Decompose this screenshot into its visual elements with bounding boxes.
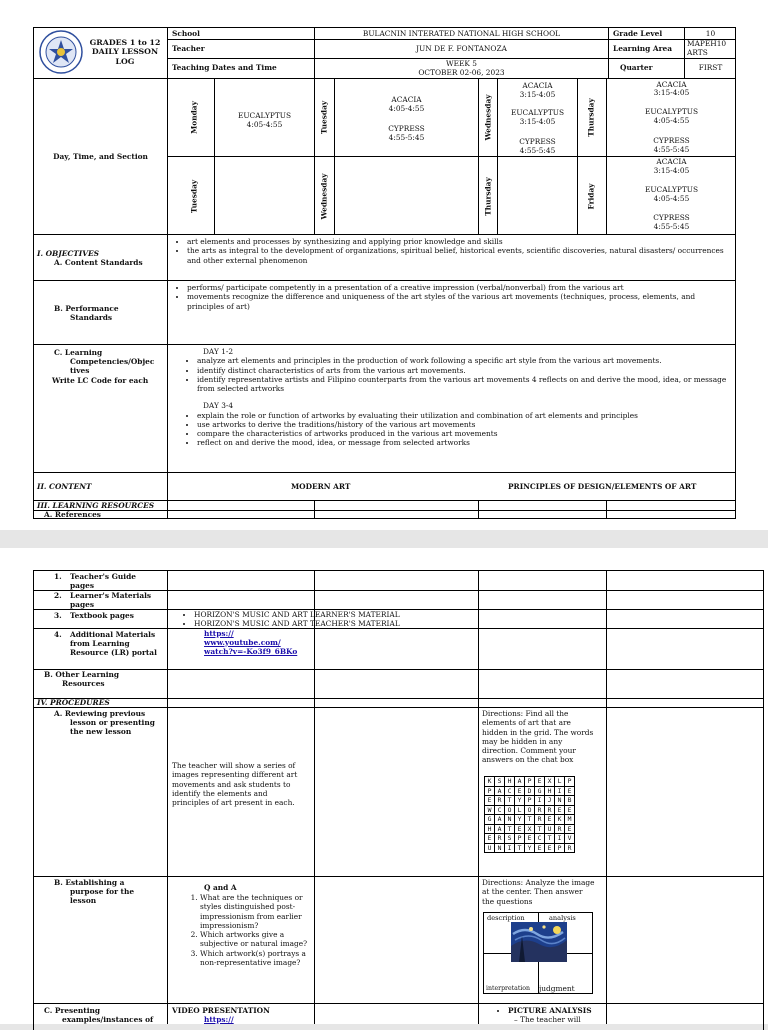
- word-grid-cell: W: [485, 805, 495, 815]
- thu-time-1: 3:15-4:05: [653, 88, 690, 97]
- textbook-item: • HORIZON'S MUSIC AND ART LEARNER'S MATERIAL: [194, 610, 482, 619]
- textbook-list: [182, 610, 482, 629]
- dates-value: OCTOBER 02-06, 2023: [418, 68, 505, 77]
- proc-a-label-2: lesson or presenting: [70, 718, 155, 727]
- word-grid-cell: R: [565, 843, 575, 853]
- word-grid-cell: E: [515, 824, 525, 834]
- youtube-link-1[interactable]: https://: [204, 629, 234, 638]
- tue-section-2: CYPRESS: [388, 124, 425, 133]
- proc-a-directions: [482, 709, 606, 765]
- word-grid-cell: P: [565, 777, 575, 787]
- fri-time-2: 4:05-4:55: [653, 194, 690, 203]
- day-thursday-bottom: Thursday: [483, 177, 493, 216]
- word-grid-cell: Y: [515, 815, 525, 825]
- word-grid-row: [485, 824, 575, 834]
- word-grid-cell: P: [525, 796, 535, 806]
- proc-a-direction-line: elements of art that are: [482, 718, 571, 728]
- proc-b-direction-line: the questions: [482, 896, 533, 906]
- word-grid-cell: E: [565, 805, 575, 815]
- word-grid-cell: G: [485, 815, 495, 825]
- competency-item: • analyze art elements and principles in the production of work following a specific art style from the various art movements.: [197, 356, 733, 365]
- word-grid-cell: R: [495, 796, 505, 806]
- tg-label-1: Teacher's Guide: [70, 572, 136, 581]
- tue-time-2: 4:55-5:45: [388, 133, 425, 142]
- lc-label-4: Write LC Code for each: [52, 376, 149, 385]
- proc-c-label-1: C. Presenting: [44, 1006, 101, 1015]
- competency-item: • identify distinct characteristics of arts from the various art movements.: [197, 366, 733, 375]
- word-grid-cell: B: [565, 796, 575, 806]
- word-grid-cell: E: [545, 815, 555, 825]
- lc-label-1: C. Learning: [54, 348, 103, 357]
- word-grid-cell: A: [495, 786, 505, 796]
- area-label: Learning Area: [613, 44, 672, 53]
- day-wednesday-bottom: Wednesday: [319, 173, 329, 220]
- word-grid-cell: T: [515, 843, 525, 853]
- day-thursday-top: Thursday: [586, 98, 596, 137]
- fri-time-3: 4:55-5:45: [653, 222, 690, 231]
- word-grid-cell: H: [485, 824, 495, 834]
- other-resources-1: B. Other Learning: [44, 670, 120, 679]
- youtube-link-3[interactable]: watch?v=-Ko3f9_6BKo: [204, 647, 298, 656]
- dates-label: Teaching Dates and Time: [172, 63, 277, 72]
- word-grid-cell: I: [555, 834, 565, 844]
- word-grid-cell: U: [485, 843, 495, 853]
- content-modern-art: MODERN ART: [291, 482, 351, 491]
- quarter-value: FIRST: [698, 63, 723, 72]
- wed-section-2: EUCALYPTUS: [510, 108, 565, 117]
- day12-heading: DAY 1-2: [203, 347, 234, 356]
- word-grid-row: [485, 796, 575, 806]
- video-presentation: VIDEO PRESENTATION: [172, 1006, 270, 1015]
- word-grid-cell: A: [515, 777, 525, 787]
- qa-item: 3. Which artwork(s) portrays a non-representative image?: [200, 949, 312, 968]
- word-grid-cell: T: [505, 824, 515, 834]
- content-standard-item: • the arts as integral to the development of organizations, spiritual belief, historical events, scientific discoveries, natural disasters/ occurrences and other external phenomenon: [187, 246, 731, 265]
- word-grid-cell: Y: [515, 796, 525, 806]
- word-grid-cell: I: [505, 843, 515, 853]
- qa-item: 2. Which artworks give a subjective or natural image?: [200, 930, 312, 949]
- word-grid-cell: J: [545, 796, 555, 806]
- proc-a-direction-line: direction. Comment your: [482, 746, 576, 755]
- word-grid-row: [485, 777, 575, 787]
- references-label: A. References: [44, 510, 101, 519]
- word-grid-cell: R: [535, 815, 545, 825]
- word-grid-cell: C: [495, 805, 505, 815]
- picture-analysis-sub-text: The teacher will: [520, 1015, 581, 1025]
- word-grid-cell: M: [565, 815, 575, 825]
- proc-b-direction-line: at the center. Then answer: [482, 887, 583, 897]
- word-grid-row: [485, 786, 575, 796]
- wed-time-1: 3:15-4:05: [519, 90, 556, 99]
- word-grid-cell: P: [515, 834, 525, 844]
- word-grid-cell: E: [535, 777, 545, 787]
- word-grid-cell: V: [565, 834, 575, 844]
- tue-time-1: 4:05-4:55: [388, 104, 425, 113]
- am-label-3: Resource (LR) portal: [70, 648, 157, 657]
- youtube-link-2[interactable]: www.youtube.com/: [204, 638, 281, 647]
- content-standards-list: [175, 237, 731, 265]
- starry-night-artwork-icon: [511, 922, 567, 962]
- textbook-item: • HORIZON'S MUSIC AND ART TEACHER'S MATERIAL: [194, 619, 482, 628]
- competencies-block: [185, 347, 733, 448]
- word-grid-cell: E: [565, 786, 575, 796]
- picture-analysis-block: [496, 1006, 604, 1025]
- proc-a-text-line: images representing different art: [172, 770, 298, 780]
- log-title-line2: DAILY LESSON LOG: [91, 47, 159, 66]
- word-grid-cell: C: [535, 834, 545, 844]
- word-grid-cell: R: [535, 805, 545, 815]
- proc-b-direction-line: Directions: Analyze the image: [482, 878, 595, 887]
- word-grid-cell: D: [525, 786, 535, 796]
- fri-section-1: ACACIA: [656, 157, 687, 166]
- word-grid-cell: R: [545, 805, 555, 815]
- lc-label-3: tives: [70, 366, 90, 375]
- word-grid-cell: N: [495, 843, 505, 853]
- wed-time-2: 3:15-4:05: [519, 117, 556, 126]
- proc-a-text-line: principles of art present in each.: [172, 798, 295, 807]
- word-grid-cell: X: [545, 777, 555, 787]
- am-label-2: from Learning: [70, 639, 130, 648]
- tg-num: 1.: [54, 572, 62, 581]
- performance-standard-item: • performs/ participate competently in a presentation of a creative impression (verbal/nonverbal) from the various art: [187, 283, 731, 292]
- word-grid-cell: G: [535, 786, 545, 796]
- proc-c-label-2: examples/instances of: [62, 1015, 154, 1024]
- tue-section-1: ACACIA: [391, 95, 422, 104]
- word-grid-cell: Y: [525, 843, 535, 853]
- quarter-label: Quarter: [620, 63, 653, 72]
- word-grid-cell: C: [505, 786, 515, 796]
- proc-b-label-1: B. Establishing a: [54, 878, 125, 887]
- teacher-label: Teacher: [172, 44, 205, 53]
- day-wednesday-top: Wednesday: [483, 94, 493, 141]
- lc-label-2: Competencies/Objec: [70, 357, 155, 366]
- school-label: School: [172, 29, 200, 38]
- word-grid-row: [485, 843, 575, 853]
- competency-item: • compare the characteristics of artworks produced in the various art movements: [197, 429, 733, 438]
- thu-section-2: EUCALYPTUS: [644, 107, 699, 116]
- word-grid-cell: I: [555, 786, 565, 796]
- word-grid-cell: S: [495, 777, 505, 787]
- picture-analysis-sub: – The teacher will: [514, 1015, 581, 1025]
- competency-item: • use artworks to derive the traditions/history of the various art movements: [197, 420, 733, 429]
- wed-time-3: 4:55-5:45: [519, 146, 556, 155]
- day-tuesday-bottom: Tuesday: [189, 179, 199, 214]
- proc-a-text-line: identify the elements and: [172, 788, 268, 798]
- word-grid-row: [485, 834, 575, 844]
- proc-a-direction-line: hidden in the grid. The words: [482, 727, 594, 737]
- proc-b-label-3: lesson: [70, 896, 97, 905]
- qa-list: [186, 893, 312, 967]
- word-grid-cell: L: [555, 777, 565, 787]
- proc-b-label-2: purpose for the: [70, 887, 135, 896]
- deped-seal-icon: [39, 30, 83, 74]
- word-grid-cell: K: [555, 815, 565, 825]
- thu-time-2: 4:05-4:55: [653, 116, 690, 125]
- content-principles: PRINCIPLES OF DESIGN/ELEMENTS OF ART: [508, 482, 697, 491]
- grade-value: 10: [705, 29, 716, 38]
- word-grid-cell: U: [545, 824, 555, 834]
- word-grid-cell: L: [515, 805, 525, 815]
- content-standard-item: • art elements and processes by synthesizing and applying prior knowledge and skills: [187, 237, 731, 246]
- proc-a-direction-line: may be hidden in any: [482, 736, 563, 746]
- word-grid-cell: I: [535, 796, 545, 806]
- proc-a-direction-line: Directions: Find all the: [482, 709, 569, 718]
- word-grid-cell: A: [495, 824, 505, 834]
- am-num: 4.: [54, 630, 62, 639]
- performance-label-2: Standards: [70, 313, 113, 322]
- thu-section-1: ACACIA: [656, 80, 687, 89]
- mon-section: EUCALYPTUS: [237, 111, 292, 120]
- day-tuesday-top: Tuesday: [319, 100, 329, 135]
- word-grid-cell: O: [525, 805, 535, 815]
- competency-item: • reflect on and derive the mood, idea, or message from selected artworks: [197, 438, 733, 447]
- am-label-1: Additional Materials: [70, 630, 156, 639]
- word-grid-cell: O: [505, 805, 515, 815]
- word-grid-cell: E: [525, 834, 535, 844]
- video-link[interactable]: https://: [204, 1015, 234, 1024]
- word-grid-cell: R: [555, 824, 565, 834]
- word-grid-cell: N: [505, 815, 515, 825]
- competency-item: • identify representative artists and Filipino counterparts from the various art movements 4 reflects on and derive the mood, idea, or message from selected artworks: [197, 375, 733, 394]
- fri-time-1: 3:15-4:05: [653, 166, 690, 175]
- performance-standard-item: • movements recognize the difference and uniqueness of the art styles of the various art movements (techniques, process, elements, and principles of art): [187, 292, 731, 311]
- wed-section-1: ACACIA: [522, 81, 553, 90]
- other-resources-2: Resources: [62, 679, 105, 688]
- word-grid-cell: S: [505, 834, 515, 844]
- word-grid-row: [485, 805, 575, 815]
- label-interpretation: interpretation: [486, 985, 531, 992]
- log-title-line1: GRADES 1 to 12: [89, 38, 161, 47]
- word-grid-cell: E: [565, 824, 575, 834]
- word-grid-cell: R: [495, 834, 505, 844]
- word-grid-cell: P: [555, 843, 565, 853]
- word-grid-cell: E: [515, 786, 525, 796]
- word-grid-cell: H: [505, 777, 515, 787]
- schedule-label: Day, Time, and Section: [53, 152, 148, 161]
- word-grid-cell: K: [485, 777, 495, 787]
- day-monday: Monday: [189, 101, 199, 134]
- fri-section-2: EUCALYPTUS: [644, 185, 699, 194]
- mon-time: 4:05-4:55: [246, 120, 283, 129]
- word-grid-cell: X: [525, 824, 535, 834]
- word-grid-cell: H: [545, 786, 555, 796]
- word-grid-cell: N: [555, 796, 565, 806]
- resources-heading: III. LEARNING RESOURCES: [37, 501, 155, 510]
- area-value-2: ARTS: [687, 48, 708, 57]
- word-grid-cell: A: [495, 815, 505, 825]
- word-grid-cell: T: [505, 796, 515, 806]
- tb-label: Textbook pages: [70, 611, 134, 620]
- school-value: BULACNIN INTERATED NATIONAL HIGH SCHOOL: [362, 29, 561, 38]
- thu-time-3: 4:55-5:45: [653, 145, 690, 154]
- day34-heading: DAY 3-4: [203, 401, 234, 411]
- performance-standards-list: [175, 283, 731, 311]
- content-standards-label: A. Content Standards: [54, 258, 143, 267]
- week-value: WEEK 5: [446, 59, 477, 68]
- day-friday: Friday: [586, 183, 596, 210]
- label-judgment: judgment: [539, 984, 575, 993]
- area-value-1: MAPEH10: [687, 39, 727, 48]
- objectives-heading: I. OBJECTIVES: [37, 249, 99, 258]
- word-grid-cell: E: [555, 805, 565, 815]
- word-grid-cell: E: [535, 843, 545, 853]
- word-grid-cell: E: [485, 834, 495, 844]
- word-search-grid: [484, 776, 575, 853]
- performance-label-1: B. Performance: [54, 304, 119, 313]
- proc-a-text-line: The teacher will show a series of: [172, 761, 296, 770]
- lesson-log-page-2: [0, 548, 768, 1024]
- proc-a-direction-line: answers on the chat box: [482, 755, 574, 765]
- picture-analysis-title: • PICTURE ANALYSIS: [508, 1006, 604, 1015]
- lm-num: 2.: [54, 591, 62, 600]
- proc-a-text-line: movements and ask students to: [172, 779, 291, 789]
- label-analysis: analysis: [549, 914, 576, 922]
- content-heading: II. CONTENT: [37, 482, 92, 491]
- word-grid-cell: E: [545, 843, 555, 853]
- proc-a-label-3: the new lesson: [70, 727, 132, 736]
- tb-num: 3.: [54, 611, 62, 620]
- word-grid-cell: T: [535, 824, 545, 834]
- word-grid-cell: T: [525, 815, 535, 825]
- word-grid-cell: P: [525, 777, 535, 787]
- proc-b-directions: [482, 878, 606, 906]
- thu-section-3: CYPRESS: [653, 136, 690, 145]
- word-grid-cell: T: [545, 834, 555, 844]
- proc-a-label-1: A. Reviewing previous: [54, 709, 146, 718]
- lm-label-1: Learner's Materials: [70, 591, 152, 600]
- qa-title: Q and A: [204, 883, 237, 892]
- proc-a-text: [172, 761, 312, 807]
- word-grid-cell: E: [485, 796, 495, 806]
- procedures-heading: IV. PROCEDURES: [37, 698, 110, 707]
- competency-item: • explain the role or function of artworks by evaluating their utilization and combination of art elements and principles: [197, 411, 733, 420]
- teacher-value: JUN DE F. FONTANOZA: [416, 44, 507, 53]
- label-description: description: [487, 914, 525, 922]
- lm-label-2: pages: [70, 600, 94, 609]
- tg-label-2: pages: [70, 581, 94, 590]
- word-grid-cell: P: [485, 786, 495, 796]
- grade-label: Grade Level: [613, 29, 663, 38]
- qa-item: 1. What are the techniques or styles distinguished post-impressionism from earlier impressionism?: [200, 893, 312, 930]
- wed-section-3: CYPRESS: [519, 137, 556, 146]
- word-grid-row: [485, 815, 575, 825]
- fri-section-3: CYPRESS: [653, 213, 690, 222]
